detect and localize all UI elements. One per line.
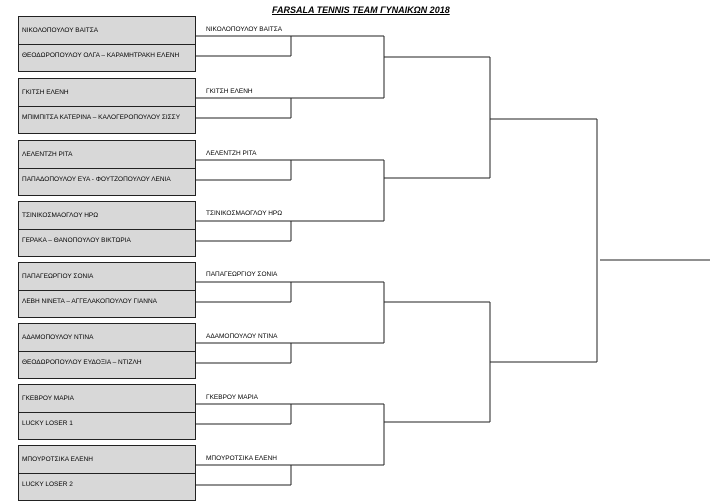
round2-name-5: ΠΑΠΑΓΕΩΡΓΙΟΥ ΣΟΝΙΑ	[206, 271, 278, 278]
player-b: LUCKY LOSER 2	[22, 481, 73, 488]
round2-slot-8	[196, 465, 291, 485]
round2-name-1: ΝΙΚΟΛΟΠΟΥΛΟΥ ΒΑΙΤΣΑ	[206, 26, 283, 33]
round2-slot-6	[196, 343, 291, 363]
player-b: ΛΕΒΗ ΝΙΝΕΤΑ – ΑΓΓΕΛΑΚΟΠΟΥΛΟΥ ΓΙΑΝΝΑ	[22, 298, 157, 305]
round2-slot-1	[196, 36, 291, 56]
player-a: ΑΔΑΜΟΠΟΥΛΟΥ ΝΤΙΝΑ	[22, 334, 94, 341]
qf-connector-4	[291, 404, 384, 465]
player-b: ΠΑΠΑΔΟΠΟΥΛΟΥ ΕΥΑ - ΦΟΥΤΖΟΠΟΥΛΟΥ ΛΕΝΙΑ	[22, 176, 171, 183]
round2-name-2: ΓΚΙΤΣΗ ΕΛΕΝΗ	[206, 88, 253, 95]
player-b: ΓΕΡΑΚΑ – ΘΑΝΟΠΟΥΛΟΥ ΒΙΚΤΩΡΙΑ	[22, 237, 131, 244]
player-b: ΘΕΟΔΩΡΟΠΟΥΛΟΥ ΟΛΓΑ – ΚΑΡΑΜΗΤΡΑΚΗ ΕΛΕΝΗ	[22, 52, 180, 59]
round2-name-3: ΛΕΛΕΝΤΖΗ ΡΙΤΑ	[206, 150, 257, 157]
round2-slot-4	[196, 221, 291, 241]
player-a: ΜΠΟΥΡΟΤΣΙΚΑ ΕΛΕΝΗ	[22, 456, 93, 463]
bracket-title: FARSALA TENNIS TEAM ΓΥΝΑΙΚΩΝ 2018	[272, 5, 450, 15]
final-connector	[490, 119, 597, 362]
player-a: ΝΙΚΟΛΟΠΟΥΛΟΥ ΒΑΙΤΣΑ	[22, 27, 99, 34]
round2-slot-7	[196, 404, 291, 424]
player-b: LUCKY LOSER 1	[22, 420, 73, 427]
player-b: ΘΕΟΔΩΡΟΠΟΥΛΟΥ ΕΥΔΟΞΙΑ – ΝΤΙΖΛΗ	[22, 359, 142, 366]
round2-name-6: ΑΔΑΜΟΠΟΥΛΟΥ ΝΤΙΝΑ	[206, 333, 278, 340]
player-a: ΛΕΛΕΝΤΖΗ ΡΙΤΑ	[22, 151, 73, 158]
qf-connector-3	[291, 282, 384, 343]
round2-slot-5	[196, 282, 291, 302]
player-b: ΜΠΙΜΠΙΤΣΑ ΚΑΤΕΡΙΝΑ – ΚΑΛΟΓΕΡΟΠΟΥΛΟΥ ΣΙΣΣΥ	[22, 114, 181, 121]
round2-slot-3	[196, 160, 291, 180]
round2-slot-2	[196, 98, 291, 118]
player-a: ΤΣΙΝΙΚΟΣΜΑΟΓΛΟΥ ΗΡΩ	[22, 212, 99, 219]
round2-name-7: ΓΚΕΒΡΟΥ ΜΑΡΙΑ	[206, 394, 259, 401]
player-a: ΓΚΕΒΡΟΥ ΜΑΡΙΑ	[22, 395, 75, 402]
qf-connector-1	[291, 36, 384, 98]
player-a: ΠΑΠΑΓΕΩΡΓΙΟΥ ΣΟΝΙΑ	[22, 273, 94, 280]
round2-name-8: ΜΠΟΥΡΟΤΣΙΚΑ ΕΛΕΝΗ	[206, 455, 277, 462]
player-a: ΓΚΙΤΣΗ ΕΛΕΝΗ	[22, 89, 69, 96]
round2-name-4: ΤΣΙΝΙΚΟΣΜΑΟΓΛΟΥ ΗΡΩ	[206, 210, 283, 217]
qf-connector-2	[291, 160, 384, 221]
sf-connector-2	[384, 302, 490, 422]
sf-connector-1	[384, 57, 490, 178]
